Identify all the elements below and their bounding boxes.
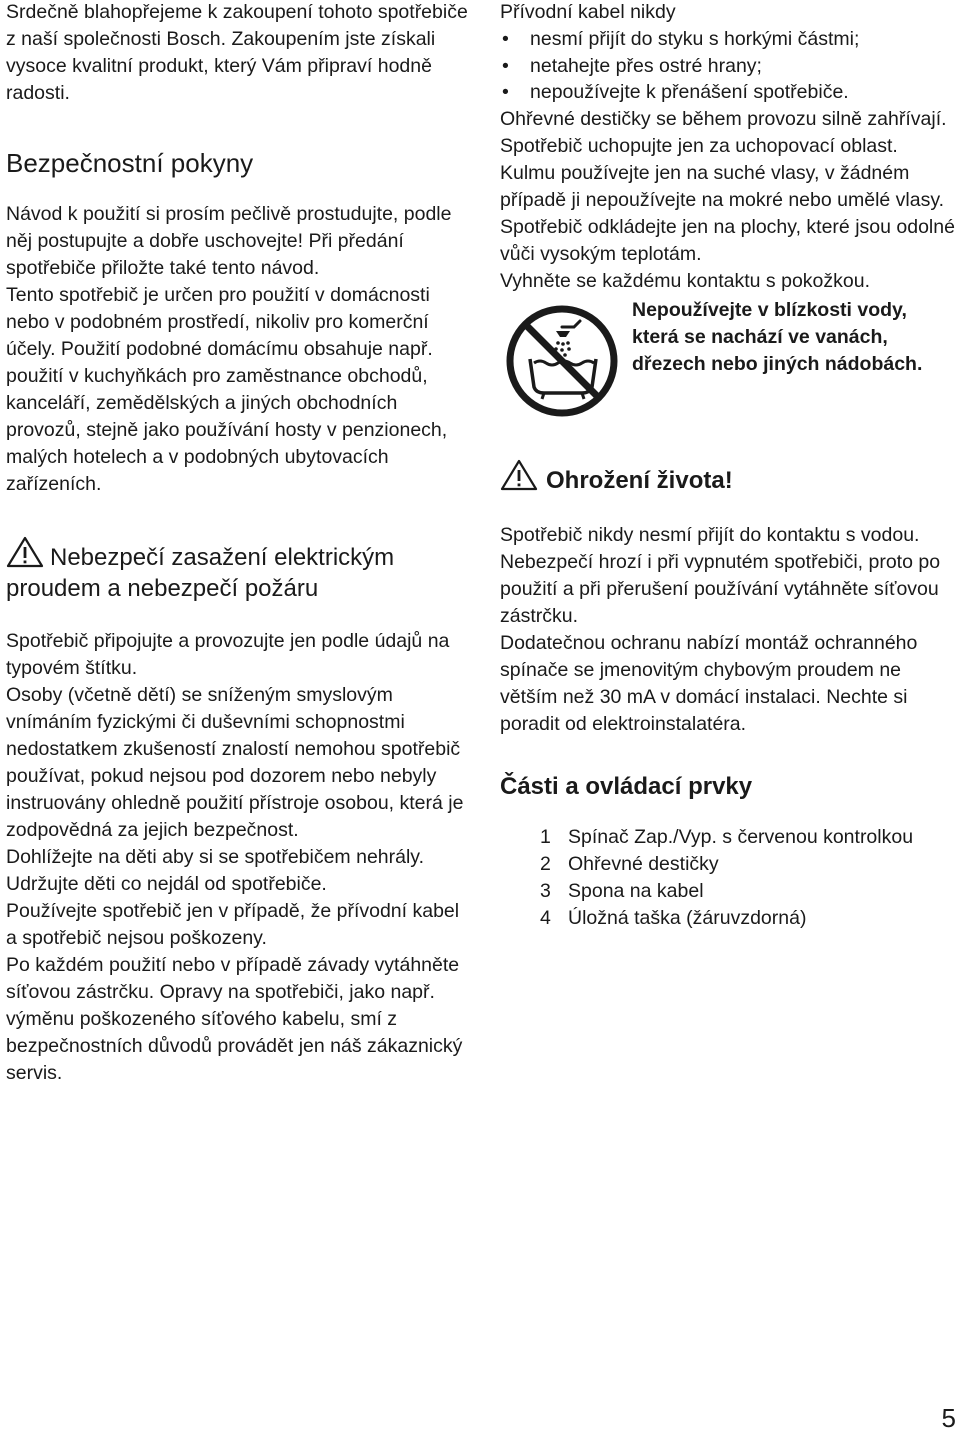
parts-list (500, 824, 958, 932)
surfaces-text: Spotřebič odkládejte jen na plochy, které jsou odolné vůči vysokým teplotám. (500, 215, 955, 265)
part-label: Ohřevné destičky (568, 852, 719, 875)
list-item: • nesmí přijít do styku s horkými částmi; (500, 26, 958, 53)
paragraph-keep-children-away: Udržujte děti co nejdál od spotřebiče. (6, 873, 327, 895)
cable-bullet-list (500, 26, 958, 106)
part-number: 2 (540, 852, 551, 875)
dry-hair-text: Kulmu používejte jen na suché vlasy, v žádném případě ji nepoužívejte na mokré nebo umělé vlasy. (500, 161, 945, 211)
part-label: Spona na kabel (568, 879, 704, 902)
page-number: 5 (941, 1403, 956, 1433)
left-column (6, 0, 468, 1087)
warning-triangle-icon (500, 459, 538, 491)
list-item (540, 824, 958, 851)
list-item: • netahejte přes ostré hrany; (500, 53, 958, 80)
list-item (540, 905, 958, 932)
danger-heading (500, 459, 958, 496)
paragraph-undamaged-cable: Používejte spotřebič jen v případě, že přívodní kabel a spotřebič nejsou poškozeny. (6, 900, 460, 949)
part-number: 3 (540, 879, 551, 902)
paragraph-supervise-children: Dohlížejte na děti aby si se spotřebičem nehrály. (6, 846, 425, 868)
part-number: 4 (540, 906, 551, 929)
safety-intro: Návod k použití si prosím pečlivě prostudujte, podle něj postupujte a dobře uschovejte! Při předání spotřebiče přiložte také tento návod. (6, 203, 452, 279)
electric-shock-warning-heading (6, 536, 468, 604)
cable-intro: Přívodní kabel nikdy (500, 1, 676, 23)
rcd-text: Dodatečnou ochranu nabízí montáž ochranného spínače se jmenovitým chybovým proudem ne větším než 30 mA v domácí instalaci. Nechte si poradit od elektroinstalatéra. (500, 631, 918, 735)
right-column (500, 0, 958, 948)
part-number: 1 (540, 825, 551, 848)
paragraph-unplug-repairs: Po každém použití nebo v případě závady vytáhněte síťovou zástrčku. Opravy na spotřebiči, jako např. výměnu poškozeného síťového kabelu, smí z bezpečnostních důvodů provádět jen náš zákaznický servis. (6, 954, 463, 1084)
warning-heading-text: Nebezpečí zasažení elektrickým proudem a nebezpečí požáru (6, 544, 395, 602)
no-water-bath-icon (500, 297, 624, 421)
plates-hot-text: Ohřevné destičky se během provozu silně zahřívají. Spotřebič uchopujte jen za uchopovací oblast. (500, 107, 947, 157)
safety-heading: Bezpečnostní pokyny (6, 148, 254, 178)
danger-heading-text: Ohrožení života! (546, 466, 733, 494)
part-label: Spínač Zap./Vyp. s červenou kontrolkou (568, 825, 914, 848)
intended-use: Tento spotřebič je určen pro použití v domácnosti nebo v podobném prostředí, nikoliv pro komerční účely. Použití podobné domácímu obsahuje např. použití v kuchyňkách pro zaměstnance obchodů, kanceláří, zemědělských a jiných obchodních provozů, stejně jako používání hosty v penzionech, malých hotelech a v podobných ubytovacích zařízeních. (6, 284, 448, 495)
list-item (540, 878, 958, 905)
list-item: • nepoužívejte k přenášení spotřebiče. (500, 79, 958, 106)
water-warning-block (500, 297, 958, 421)
paragraph-reduced-abilities: Osoby (včetně dětí) se sníženým smyslovým vnímáním fyzickými či duševními schopnostmi nedostatkem zkušeností znalostí nemohou spotřebič používat, pokud nejsou pod dozorem nebo nebyly instruovány ohledně použití přístroje osobou, která je zodpovědná za jejich bezpečnost. (6, 684, 464, 841)
warning-triangle-icon (6, 536, 44, 568)
water-contact-text: Spotřebič nikdy nesmí přijít do kontaktu s vodou. Nebezpečí hrozí i při vypnutém spotřebiči, proto po použití a při přerušení používání vytáhněte síťovou zástrčku. (500, 523, 941, 627)
list-item (540, 851, 958, 878)
water-warning-text: Nepoužívejte v blízkosti vody, která se nachází ve vanách, dřezech nebo jiných nádobách. (632, 298, 923, 375)
paragraph-rating-plate: Spotřebič připojujte a provozujte jen podle údajů na typovém štítku. (6, 630, 450, 679)
intro-text: Srdečně blahopřejeme k zakoupení tohoto spotřebiče z naší společnosti Bosch. Zakoupením jste získali vysoce kvalitní produkt, který Vám připraví hodně radosti. (6, 1, 468, 104)
part-label: Úložná taška (žáruvzdorná) (568, 906, 807, 929)
skin-contact-text: Vyhněte se každému kontaktu s pokožkou. (500, 269, 870, 292)
parts-heading: Části a ovládací prvky (500, 772, 753, 800)
